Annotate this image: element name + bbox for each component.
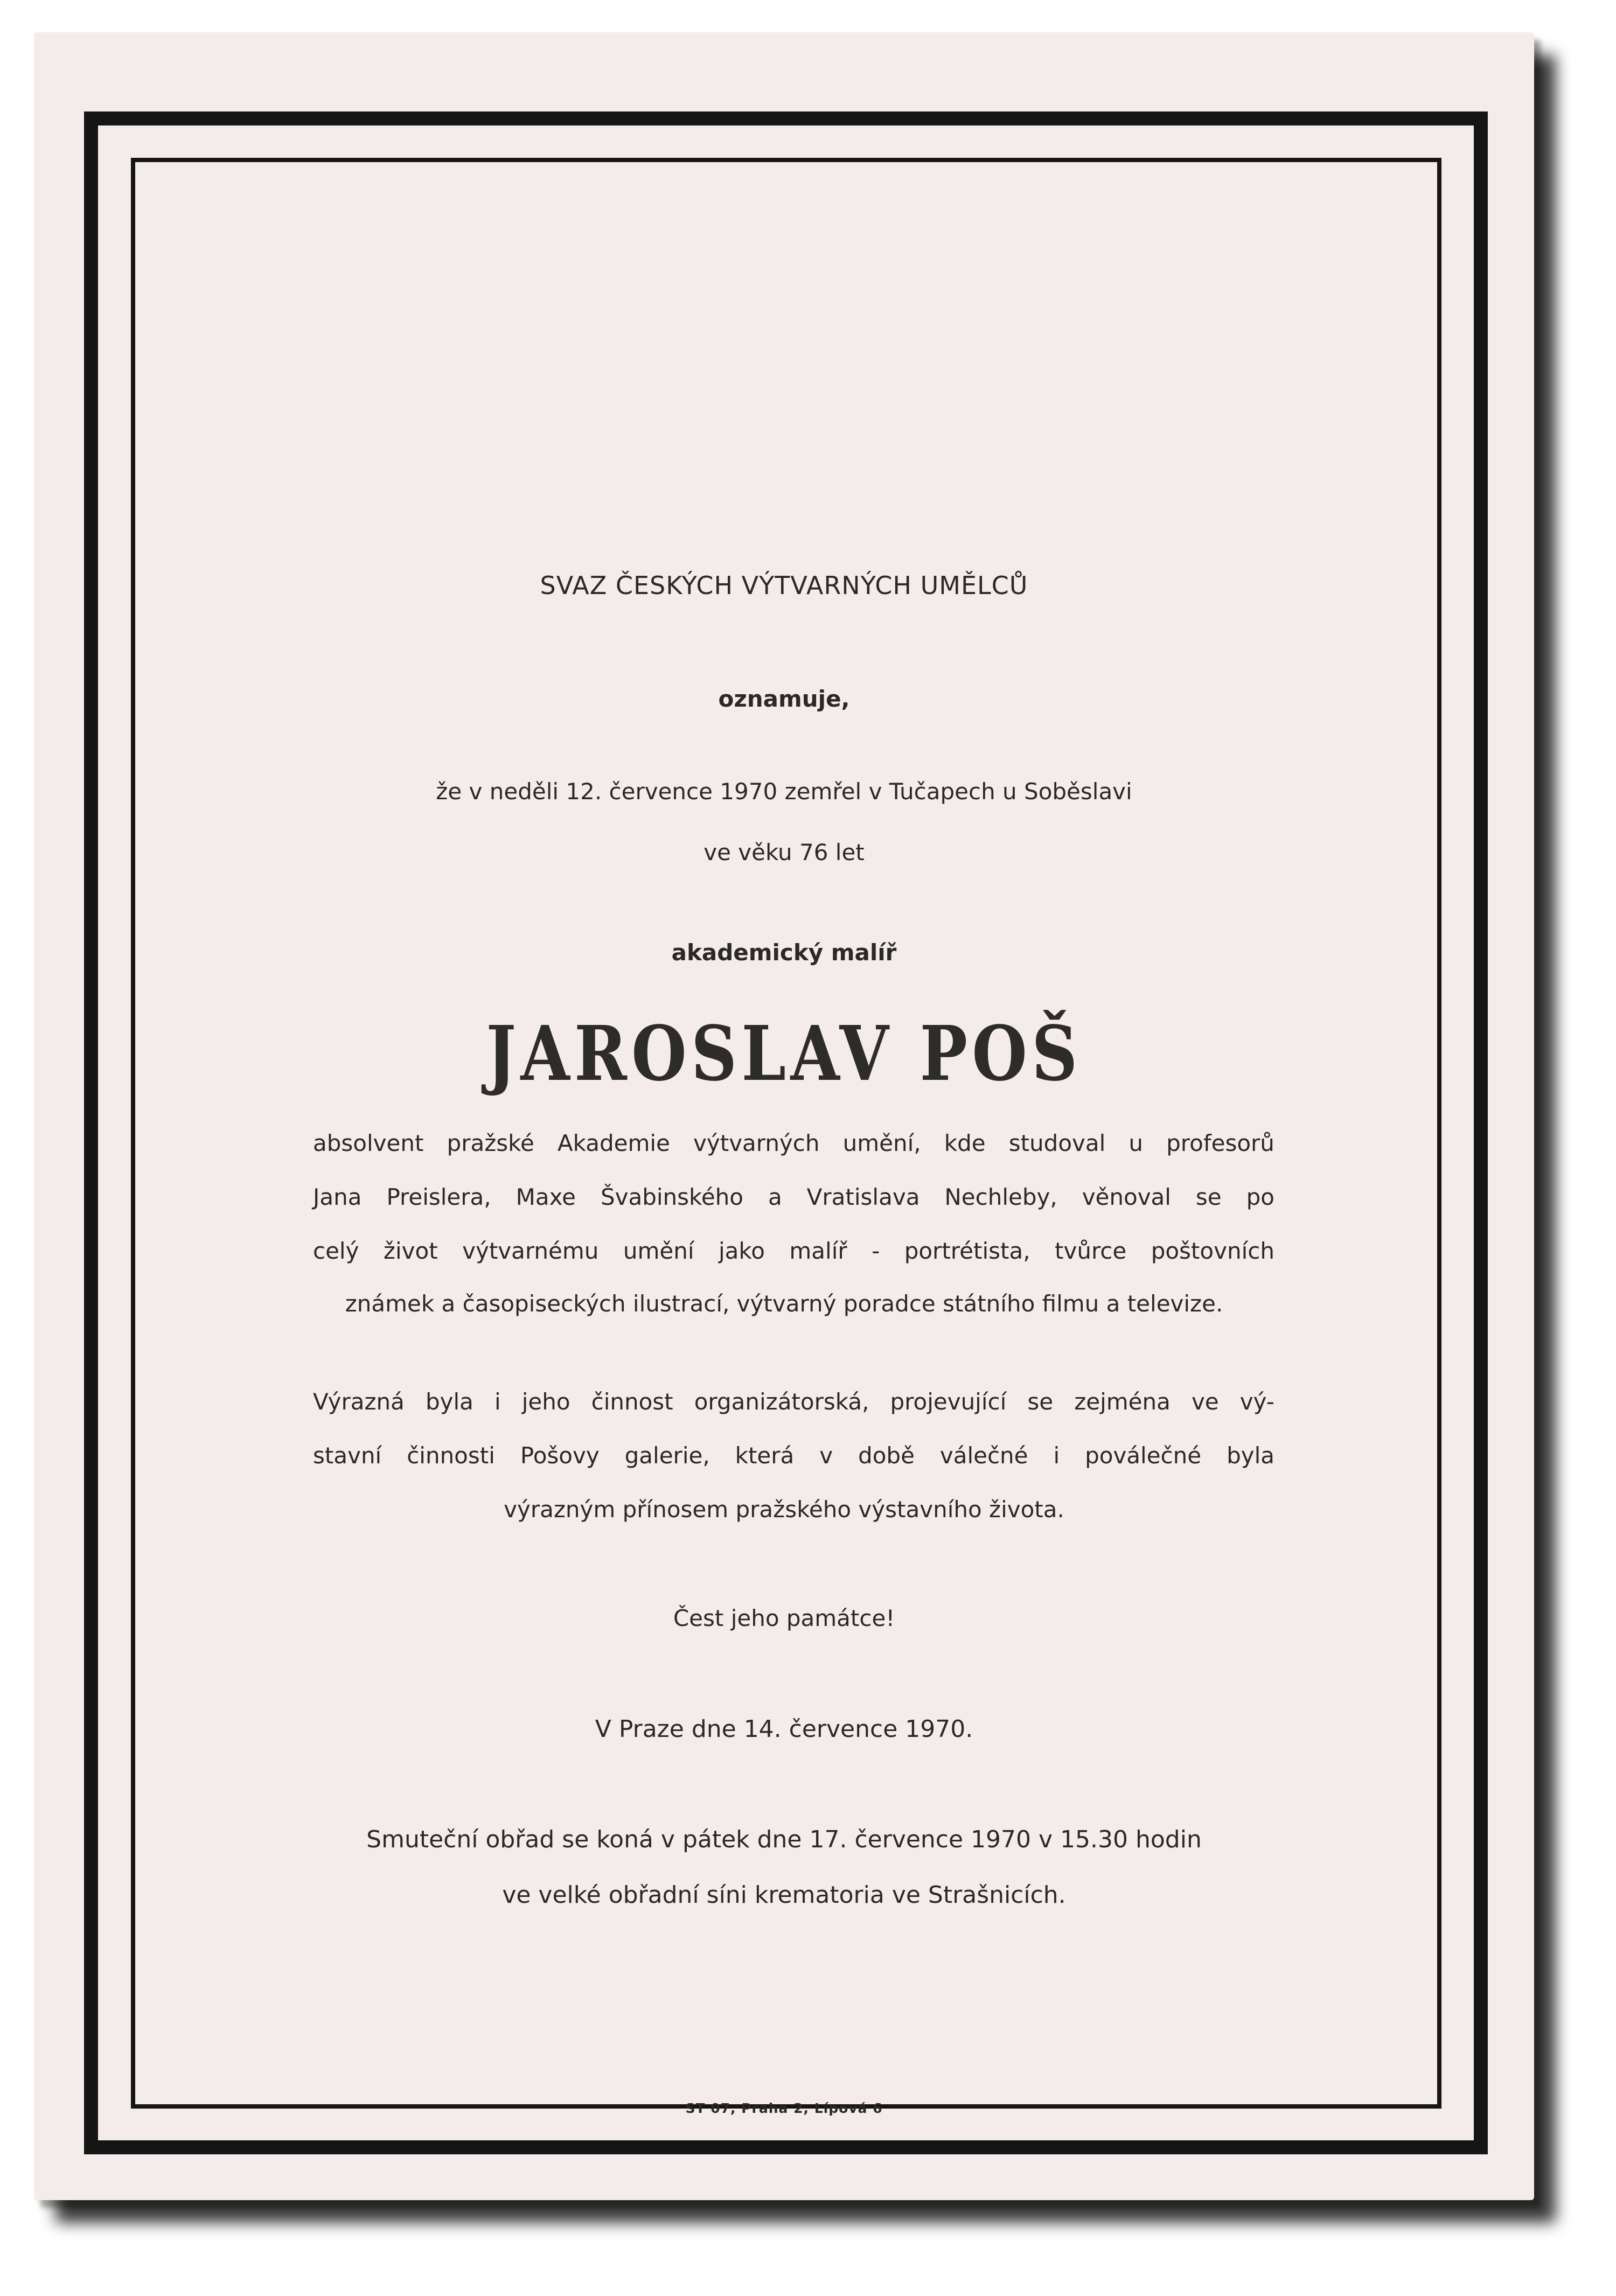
word: studoval — [1008, 1130, 1106, 1156]
word: profesorů — [1166, 1130, 1274, 1156]
word: Výrazná — [313, 1388, 405, 1415]
word: ve — [1191, 1388, 1219, 1415]
word: Vratislava — [806, 1184, 920, 1210]
word: se — [1195, 1184, 1222, 1210]
word: tvůrce — [1055, 1238, 1127, 1264]
word: absolvent — [313, 1130, 424, 1156]
word: výtvarnému — [462, 1238, 599, 1264]
biography-line-1 — [313, 1130, 1274, 1156]
word: po — [1246, 1184, 1274, 1210]
organization-heading: SVAZ ČESKÝCH VÝTVARNÝCH UMĚLCŮ — [540, 571, 1028, 600]
word: pražské — [447, 1130, 534, 1156]
word: u — [1129, 1130, 1144, 1156]
word: kde — [944, 1130, 986, 1156]
word: Preislera, — [386, 1184, 491, 1210]
biography-line-2 — [313, 1184, 1274, 1210]
organization-activity-line-1 — [313, 1388, 1274, 1415]
word: poválečné — [1085, 1442, 1202, 1469]
biography-line-4: známek a časopiseckých ilustrací, výtvarný poradce státního filmu a televize. — [345, 1290, 1223, 1317]
word: činnost — [591, 1388, 673, 1415]
word: Maxe — [516, 1184, 576, 1210]
word: - — [872, 1238, 880, 1264]
organization-activity-line-2 — [313, 1442, 1274, 1469]
word: Jana — [313, 1184, 362, 1210]
deceased-name: JAROSLAV POŠ — [486, 1010, 1082, 1098]
obituary-notice-sheet — [34, 32, 1534, 2200]
word: stavní — [313, 1442, 382, 1469]
announces-text: oznamuje, — [718, 686, 850, 712]
word: Akademie — [557, 1130, 670, 1156]
word: projevující — [890, 1388, 1007, 1415]
word: portrétista, — [904, 1238, 1030, 1264]
word: umění, — [842, 1130, 921, 1156]
word: život — [383, 1238, 438, 1264]
death-announcement-line-1: že v neděli 12. července 1970 zemřel v Tučapech u Soběslavi — [436, 778, 1132, 805]
deceased-title: akademický malíř — [671, 939, 897, 966]
death-announcement-line-2: ve věku 76 let — [703, 839, 865, 866]
word: organizátorská, — [694, 1388, 869, 1415]
word: i — [494, 1388, 501, 1415]
word: byla — [1227, 1442, 1274, 1469]
printer-imprint: ST 07, Praha 2, Lípová 6 — [685, 2100, 883, 2116]
word: jako — [718, 1238, 765, 1264]
honor-memory-text: Čest jeho památce! — [673, 1605, 895, 1631]
word: umění — [623, 1238, 694, 1264]
word: která — [735, 1442, 795, 1469]
word: výtvarných — [693, 1130, 820, 1156]
word: poštovních — [1151, 1238, 1274, 1264]
word: a — [768, 1184, 782, 1210]
word: době — [858, 1442, 915, 1469]
biography-line-3 — [313, 1238, 1274, 1264]
word: i — [1053, 1442, 1060, 1469]
ceremony-line-2: ve velké obřadní síni krematoria ve Strašnicích. — [502, 1881, 1066, 1909]
word: Švabinského — [600, 1184, 744, 1210]
word: válečné — [939, 1442, 1028, 1469]
ceremony-line-1: Smuteční obřad se koná v pátek dne 17. července 1970 v 15.30 hodin — [366, 1826, 1202, 1853]
word: zejména — [1074, 1388, 1171, 1415]
word: činnosti — [407, 1442, 495, 1469]
word: malíř — [789, 1238, 847, 1264]
word: v — [819, 1442, 833, 1469]
word: vý- — [1239, 1388, 1274, 1415]
word: se — [1027, 1388, 1054, 1415]
word: věnoval — [1082, 1184, 1171, 1210]
word: Nechleby, — [944, 1184, 1057, 1210]
place-and-date: V Praze dne 14. července 1970. — [595, 1715, 973, 1743]
word: celý — [313, 1238, 359, 1264]
organization-activity-line-3: výrazným přínosem pražského výstavního života. — [504, 1496, 1064, 1523]
word: Pošovy — [520, 1442, 600, 1469]
word: byla — [425, 1388, 473, 1415]
word: galerie, — [624, 1442, 710, 1469]
word: jeho — [521, 1388, 570, 1415]
